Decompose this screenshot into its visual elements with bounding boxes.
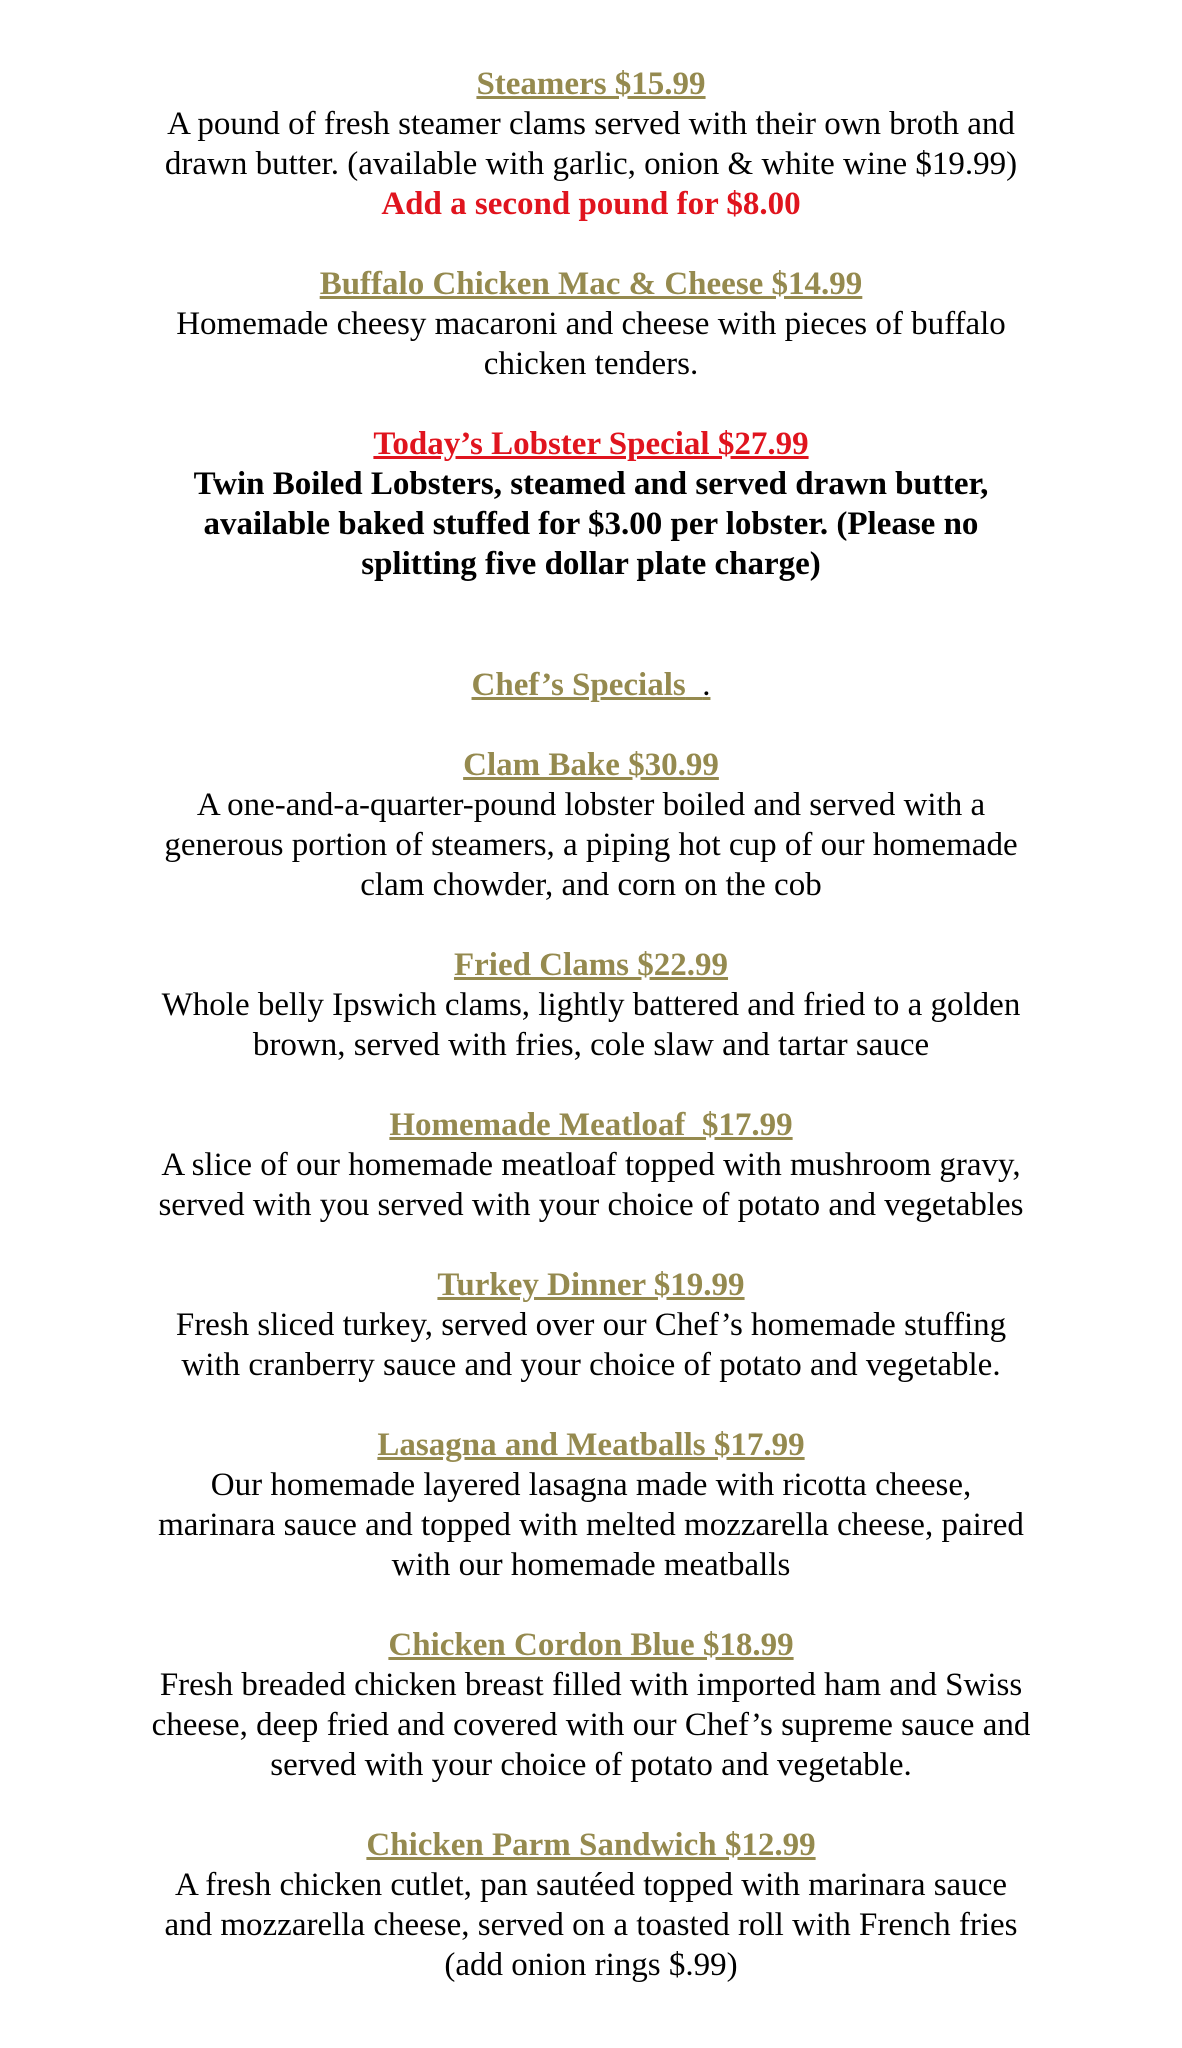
menu-item-description-line: Fresh sliced turkey, served over our Chef’s homemade stuffing — [175, 1307, 1007, 1343]
menu-item-description-line: A one-and-a-quarter-pound lobster boiled and served with a — [196, 787, 986, 823]
menu-item-cordon-blue — [0, 1625, 1182, 1785]
menu-item-clam-bake — [0, 745, 1182, 905]
menu-item-description-line: splitting five dollar plate charge) — [361, 546, 821, 582]
menu-item-lasagna — [0, 1425, 1182, 1585]
menu-item-description-line: (add onion rings $.99) — [444, 1947, 738, 1983]
menu-item-description-line: with our homemade meatballs — [391, 1547, 791, 1583]
menu-item-description-line: available baked stuffed for $3.00 per lobster. (Please no — [203, 506, 979, 542]
menu-item-description-line: chicken tenders. — [483, 346, 699, 382]
menu-item-description-line: A pound of fresh steamer clams served with their own broth and — [167, 106, 1015, 142]
menu-item-description-line: marinara sauce and topped with melted mozzarella cheese, paired — [158, 1507, 1024, 1543]
menu-item-description-line: Twin Boiled Lobsters, steamed and served drawn butter, — [193, 466, 989, 502]
menu-item-description-line: Homemade cheesy macaroni and cheese with pieces of buffalo — [176, 306, 1006, 342]
menu-item-meatloaf — [0, 1105, 1182, 1225]
menu-item-title: Chicken Cordon Blue $18.99 — [388, 1627, 794, 1663]
menu-item-title: Chicken Parm Sandwich $12.99 — [366, 1827, 816, 1863]
menu-item-title: Buffalo Chicken Mac & Cheese $14.99 — [319, 266, 863, 302]
menu-item-title: Steamers $15.99 — [476, 66, 706, 102]
menu-item-buffalo-mac — [0, 264, 1182, 384]
menu-item-description-line: brown, served with fries, cole slaw and tartar sauce — [252, 1027, 930, 1063]
menu-item-fried-clams — [0, 945, 1182, 1065]
section-heading: Chef’s Specials — [471, 667, 686, 703]
menu-item-turkey-dinner — [0, 1265, 1182, 1385]
menu-item-description-line: cheese, deep fried and covered with our Chef’s supreme sauce and — [151, 1707, 1031, 1743]
menu-item-description-line: generous portion of steamers, a piping hot cup of our homemade — [164, 827, 1018, 863]
menu-item-chicken-parm — [0, 1825, 1182, 1985]
menu-item-title: Fried Clams $22.99 — [453, 947, 729, 983]
menu-item-title: Today’s Lobster Special $27.99 — [373, 426, 809, 462]
menu-item-description-line: served with you served with your choice of potato and vegetables — [158, 1187, 1024, 1223]
menu-item-description-line: and mozzarella cheese, served on a toasted roll with French fries — [164, 1907, 1018, 1943]
menu-item-description-line: A slice of our homemade meatloaf topped with mushroom gravy, — [161, 1147, 1021, 1183]
menu-item-description-line: served with your choice of potato and vegetable. — [270, 1747, 912, 1783]
menu-item-description-line: Fresh breaded chicken breast filled with imported ham and Swiss — [159, 1667, 1023, 1703]
menu-item-title: Turkey Dinner $19.99 — [437, 1267, 745, 1303]
menu-item-title: Clam Bake $30.99 — [463, 747, 719, 783]
menu-item-description-line: drawn butter. (available with garlic, onion & white wine $19.99) — [164, 146, 1018, 182]
menu-item-steamers — [0, 64, 1182, 224]
menu-item-note: Add a second pound for $8.00 — [381, 186, 801, 222]
menu-item-description-line: with cranberry sauce and your choice of potato and vegetable. — [181, 1347, 1001, 1383]
section-heading-chefs-specials — [0, 665, 1182, 705]
menu-item-description-line: A fresh chicken cutlet, pan sautéed topped with marinara sauce — [174, 1867, 1007, 1903]
menu-item-title: Homemade Meatloaf $17.99 — [389, 1107, 793, 1143]
menu-item-title: Lasagna and Meatballs $17.99 — [377, 1427, 805, 1463]
menu-item-description-line: Our homemade layered lasagna made with ricotta cheese, — [210, 1467, 972, 1503]
menu-item-description-line: Whole belly Ipswich clams, lightly battered and fried to a golden — [161, 987, 1021, 1023]
menu-item-description-line: clam chowder, and corn on the cob — [360, 867, 822, 903]
section-heading-suffix: . — [702, 667, 711, 703]
menu-item-lobster-special — [0, 424, 1182, 584]
